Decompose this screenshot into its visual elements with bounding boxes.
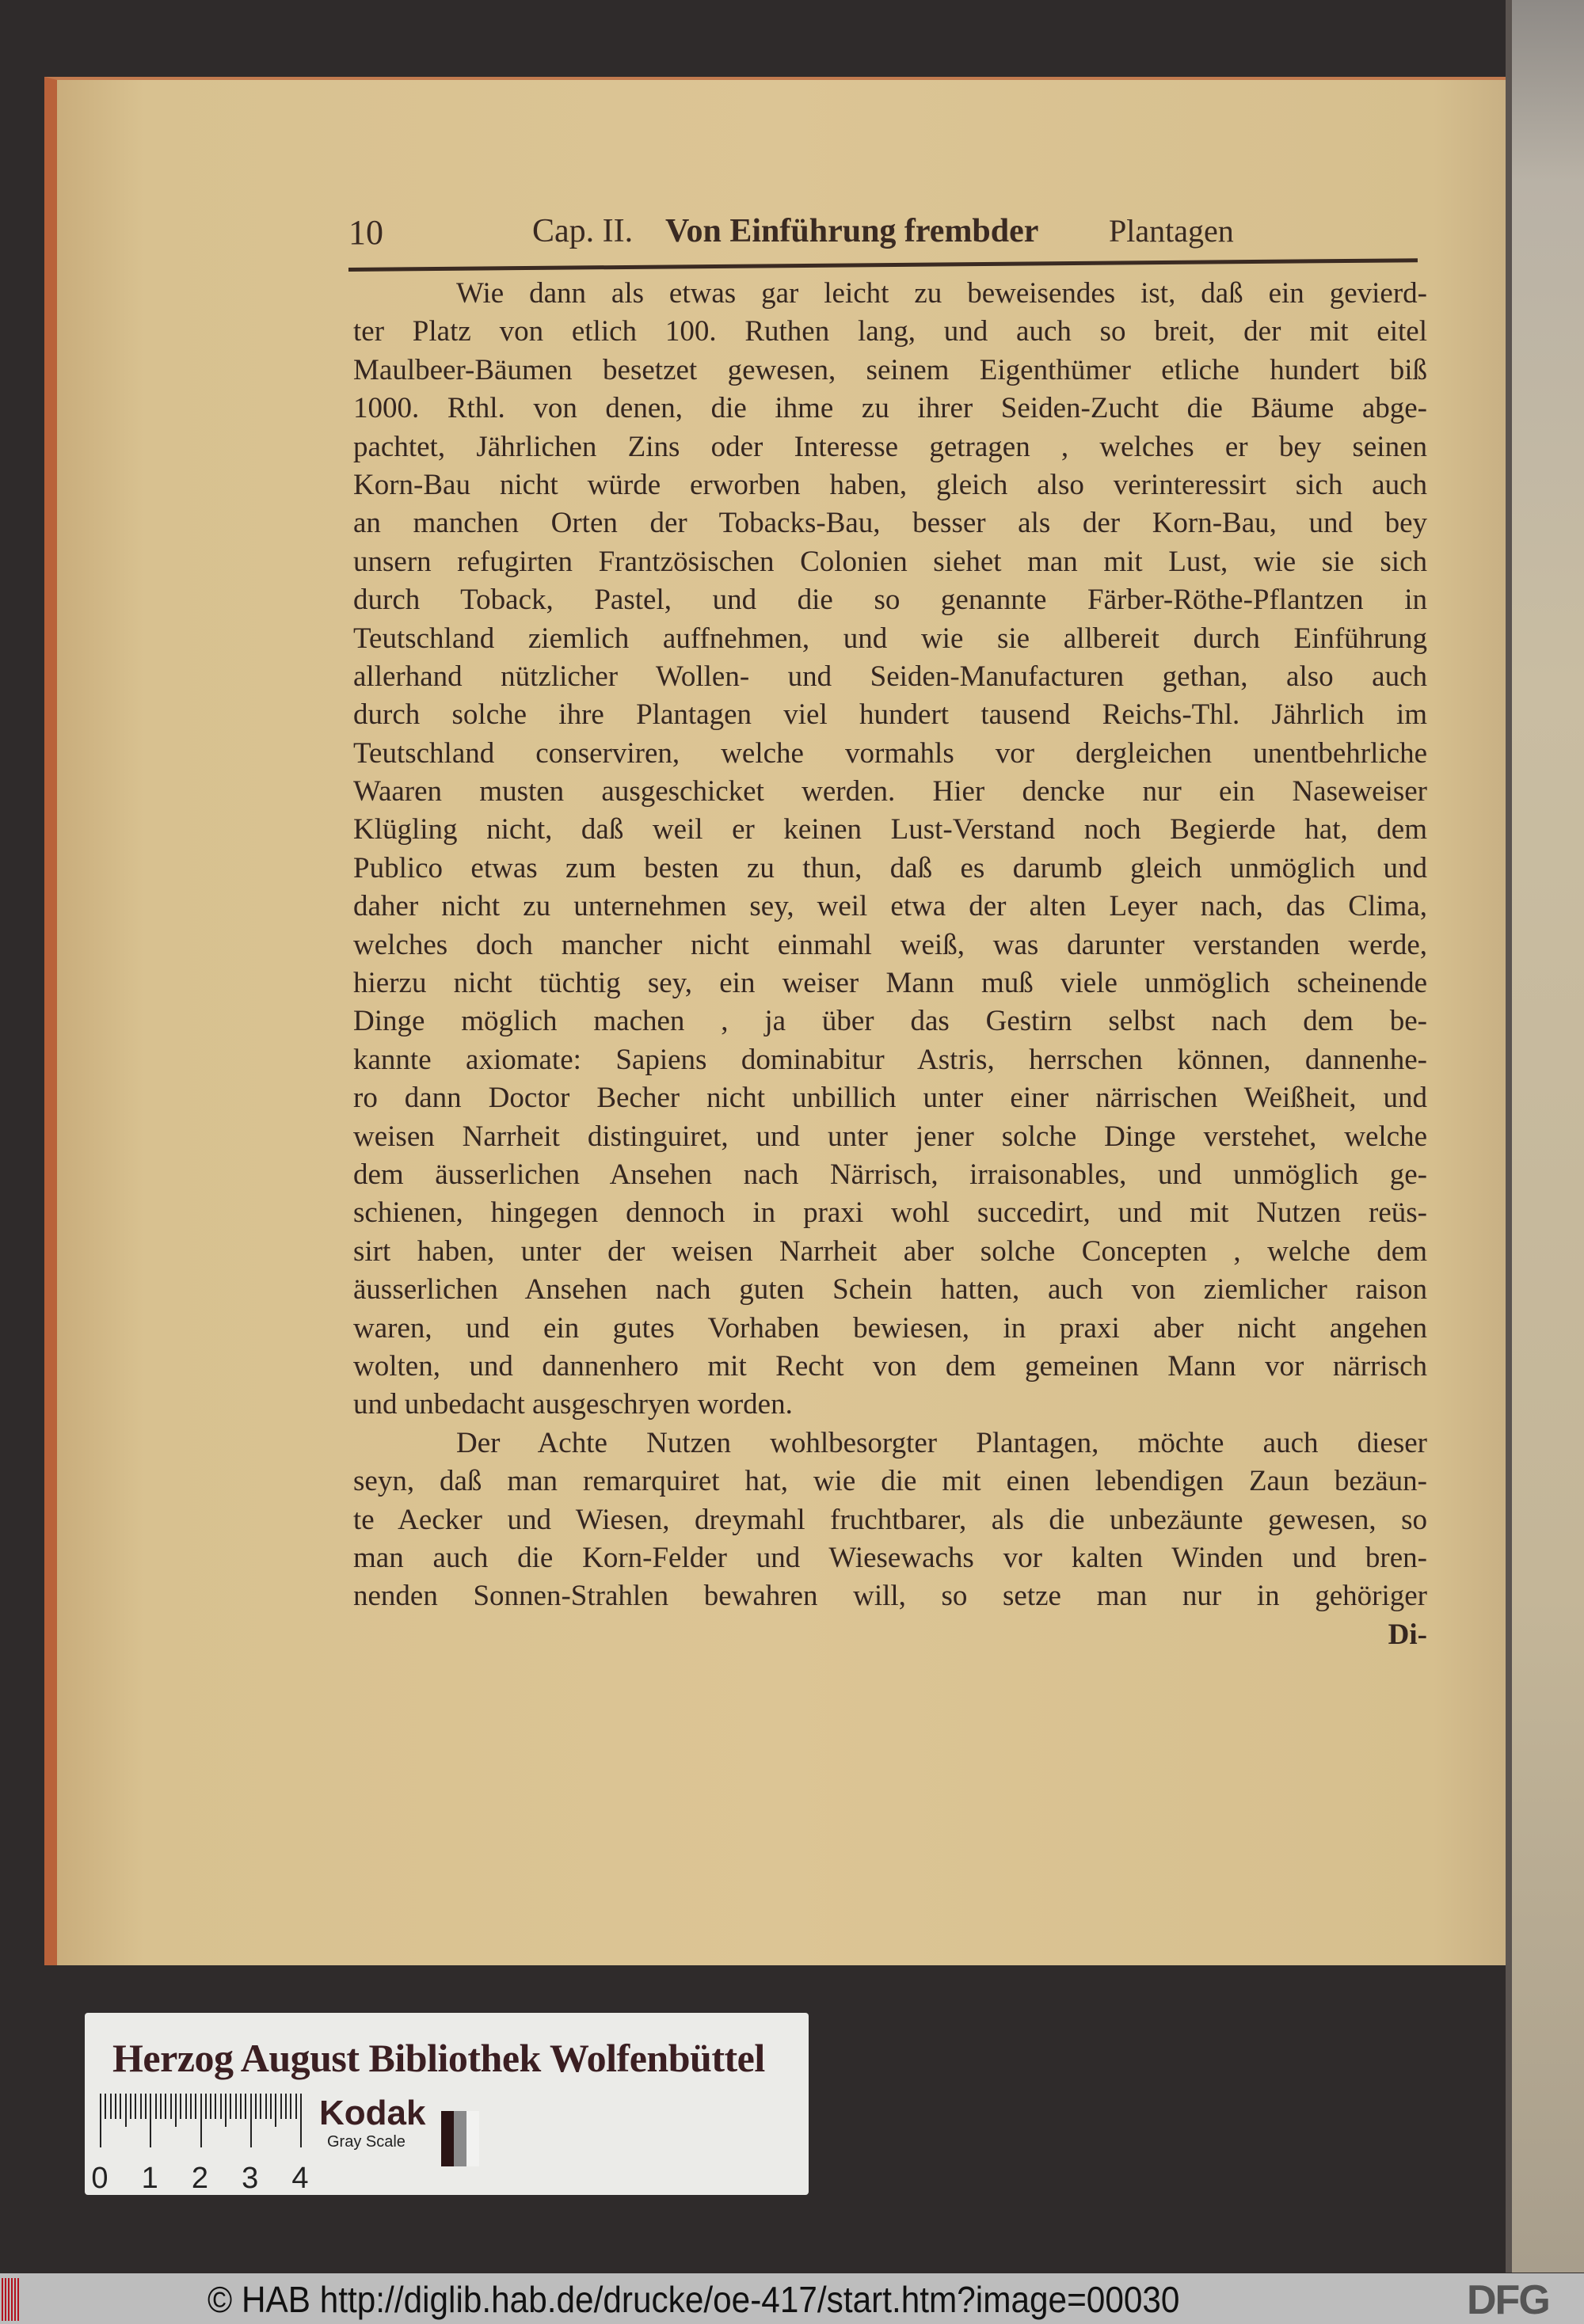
text-line: durch Toback, Pastel, und die so genannte Färber-Röthe-Pflantzen in [353, 584, 1427, 617]
ruler-tick [165, 2094, 166, 2119]
text-line: Klügling nicht, daß weil er keinen Lust-Verstand noch Begierde hat, dem [353, 813, 1427, 846]
ruler-tick [155, 2094, 157, 2119]
text-line: unsern refugirten Frantzösischen Colonien siehet man mit Lust, wie sie sich [353, 545, 1427, 578]
page-body-text [353, 275, 1427, 1654]
text-line: welches doch mancher nicht einmahl weiß, was darunter verstanden werde, [353, 928, 1427, 961]
ruler-tick [180, 2094, 181, 2119]
ruler-tick [170, 2094, 172, 2119]
text-line: hierzu nicht tüchtig sey, ein weiser Mann muß viele unmöglich scheinende [353, 967, 1427, 1000]
ruler-number: 4 [291, 2162, 309, 2195]
text-line: te Aecker und Wiesen, dreymahl fruchtbarer, als die unbezäunte gewesen, so [353, 1503, 1427, 1536]
text-line: und unbedacht ausgeschryen worden. [353, 1388, 793, 1421]
text-line: pachtet, Jährlichen Zins oder Interesse getragen , welches er bey seinen [353, 430, 1427, 463]
ruler-tick [105, 2094, 106, 2119]
gray-swatch [466, 2111, 479, 2166]
ruler-tick [160, 2094, 162, 2119]
hab-logo-icon [2, 2278, 21, 2321]
library-color-card [85, 2013, 809, 2195]
ruler-tick [270, 2094, 272, 2119]
ruler-tick [145, 2094, 147, 2119]
gray-scale-label: Gray Scale [327, 2133, 406, 2151]
ruler-tick [190, 2094, 192, 2119]
text-line: seyn, daß man remarquiret hat, wie die mit einen lebendigen Zaun bezäun- [353, 1465, 1427, 1498]
adjacent-page-edge [1506, 0, 1584, 2273]
ruler-tick [220, 2094, 222, 2119]
text-line: Wie dann als etwas gar leicht zu beweisendes ist, daß ein gevierd- [456, 277, 1427, 310]
ruler-tick [130, 2094, 131, 2119]
text-line: weisen Narrheit distinguiret, und unter jener solche Dinge verstehet, welche [353, 1120, 1427, 1153]
text-line: schienen, hingegen dennoch in praxi wohl succedirt, und mit Nutzen reüs- [353, 1196, 1427, 1230]
gray-swatch [454, 2111, 466, 2166]
ruler-number: 2 [191, 2162, 209, 2195]
ruler-tick [260, 2094, 261, 2119]
gray-scale-swatches [441, 2111, 479, 2166]
ruler-tick [230, 2094, 231, 2119]
ruler-tick [195, 2094, 196, 2119]
text-line: Teutschland conserviren, welche vormahls vor dergleichen unentbehrliche [353, 736, 1427, 770]
ruler-tick [255, 2094, 257, 2119]
ruler-tick [185, 2094, 187, 2119]
ruler-tick [140, 2094, 142, 2119]
ruler-tick [100, 2094, 101, 2147]
text-line: allerhand nützlicher Wollen- und Seiden-Manufacturen gethan, also auch [353, 660, 1427, 693]
ruler-tick [300, 2094, 302, 2147]
running-title-tail: Plantagen [1109, 213, 1234, 249]
ruler-tick [290, 2094, 291, 2119]
ruler-number: 1 [141, 2162, 158, 2195]
ruler-tick [265, 2094, 267, 2119]
text-line: daher nicht zu unternehmen sey, weil etwa der alten Leyer nach, das Clima, [353, 890, 1427, 923]
text-line: sirt haben, unter der weisen Narrheit aber solche Concepten , welche dem [353, 1234, 1427, 1268]
text-line: wolten, und dannenhero mit Recht von dem gemeinen Mann vor närrisch [353, 1349, 1427, 1383]
ruler-tick [125, 2094, 127, 2127]
text-line: Korn-Bau nicht würde erworben haben, gleich also verinteressirt sich auch [353, 468, 1427, 501]
ruler-number: 3 [242, 2162, 259, 2195]
ruler-tick [175, 2094, 177, 2127]
text-line: Der Achte Nutzen wohlbesorgter Plantagen, möchte auch dieser [456, 1426, 1427, 1459]
ruler-tick [280, 2094, 282, 2119]
chapter-label: Cap. II. [532, 213, 634, 249]
ruler-tick [210, 2094, 211, 2119]
text-line: nenden Sonnen-Strahlen bewahren will, so setze man nur in gehöriger [353, 1580, 1427, 1613]
ruler-tick [115, 2094, 116, 2119]
ruler-tick [235, 2094, 237, 2119]
ruler-tick [110, 2094, 112, 2119]
text-line: dem äusserlichen Ansehen nach Närrisch, irraisonables, und unmöglich ge- [353, 1158, 1427, 1191]
text-line: Waaren musten ausgeschicket werden. Hier dencke nur ein Naseweiser [353, 775, 1427, 808]
running-title: Von Einführung frembder [665, 213, 1039, 249]
ruler-scale [91, 2094, 309, 2195]
ruler-tick [200, 2094, 202, 2147]
ruler-tick [215, 2094, 216, 2119]
ruler-tick [245, 2094, 246, 2119]
ruler-tick [120, 2094, 121, 2119]
ruler-tick [285, 2094, 287, 2119]
ruler-tick [240, 2094, 242, 2119]
text-line: Maulbeer-Bäumen besetzet gewesen, seinem Eigenthümer etliche hundert biß [353, 353, 1427, 386]
ruler-tick [295, 2094, 297, 2119]
text-line: waren, und ein gutes Vorhaben bewiesen, in praxi aber nicht angehen [353, 1311, 1427, 1345]
page-number: 10 [348, 213, 383, 252]
kodak-logo: Kodak [319, 2094, 426, 2132]
text-line: Publico etwas zum besten zu thun, daß es darumb gleich unmöglich und [353, 851, 1427, 884]
gray-swatch [441, 2111, 454, 2166]
text-line: ter Platz von etlich 100. Ruthen lang, und auch so breit, der mit eitel [353, 315, 1427, 348]
library-name: Herzog August Bibliothek Wolfenbüttel [112, 2036, 765, 2080]
ruler-tick [225, 2094, 227, 2127]
ruler-number: 0 [91, 2162, 109, 2195]
catchword: Di- [1388, 1618, 1427, 1651]
ruler-tick [250, 2094, 252, 2147]
copyright-url[interactable]: © HAB http://diglib.hab.de/drucke/oe-417/start.htm?image=00030 [208, 2279, 1180, 2320]
text-line: kannte axiomate: Sapiens dominabitur Astris, herrschen können, dannenhe- [353, 1043, 1427, 1076]
text-line: an manchen Orten der Tobacks-Bau, besser als der Korn-Bau, und bey [353, 507, 1427, 540]
ruler-tick [135, 2094, 136, 2119]
ruler-tick [275, 2094, 276, 2127]
ruler-tick [150, 2094, 151, 2147]
footer-bar [0, 2273, 1584, 2324]
text-line: ro dann Doctor Becher nicht unbillich unter einer närrischen Weißheit, und [353, 1082, 1427, 1115]
text-line: man auch die Korn-Felder und Wiesewachs vor kalten Winden und bren- [353, 1541, 1427, 1574]
text-line: äusserlichen Ansehen nach guten Schein hatten, auch von ziemlicher raison [353, 1273, 1427, 1307]
text-line: Teutschland ziemlich auffnehmen, und wie sie allbereit durch Einführung [353, 622, 1427, 655]
text-line: Dinge möglich machen , ja über das Gestirn selbst nach dem be- [353, 1005, 1427, 1038]
text-line: durch solche ihre Plantagen viel hundert tausend Reichs-Thl. Jährlich im [353, 698, 1427, 732]
dfg-logo: DFG [1467, 2277, 1549, 2323]
text-line: 1000. Rthl. von denen, die ihme zu ihrer Seiden-Zucht die Bäume abge- [353, 392, 1427, 425]
ruler-tick [205, 2094, 207, 2119]
